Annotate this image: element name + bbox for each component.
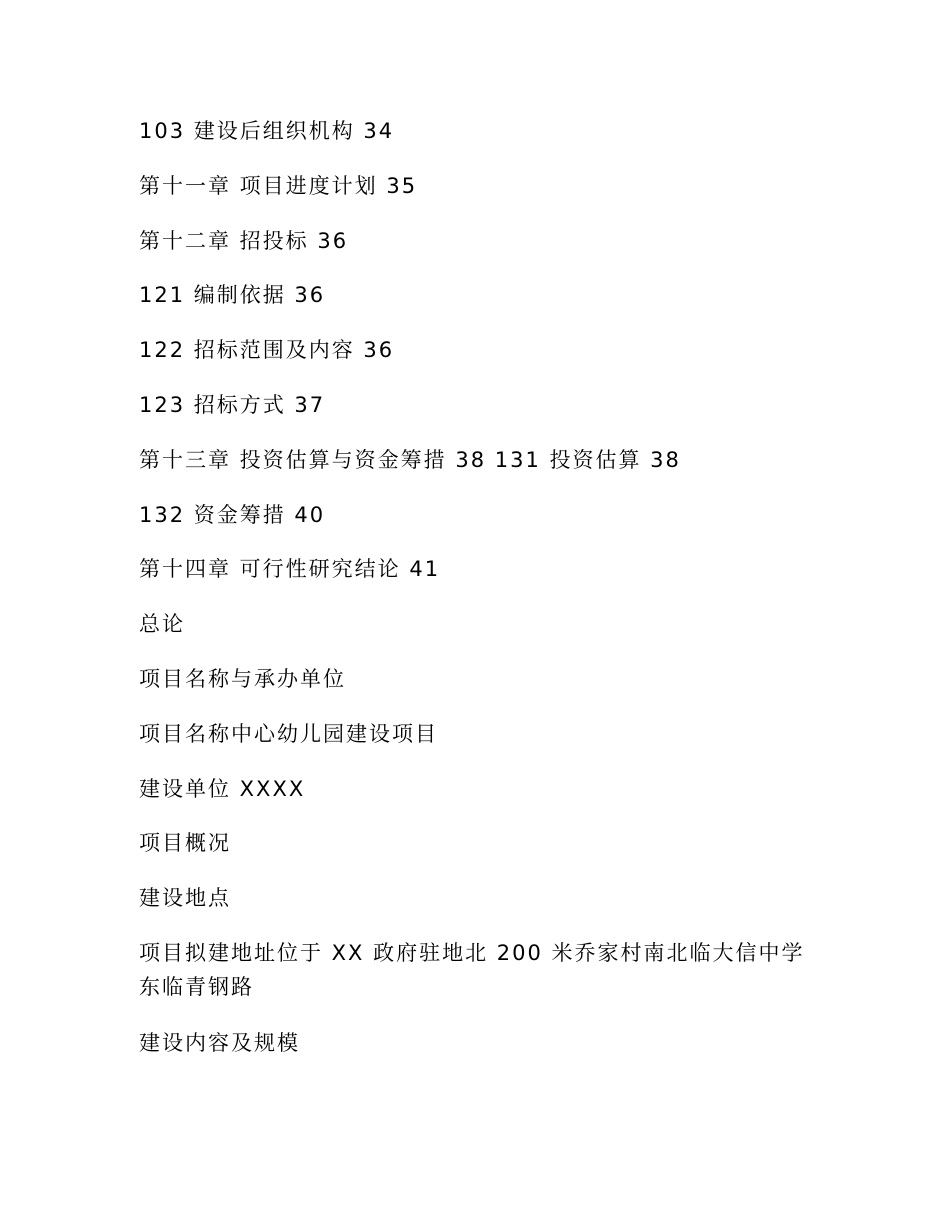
subheading-project-overview: 项目概况 [139, 831, 231, 856]
subheading-construction-site: 建设地点 [139, 886, 231, 911]
subheading-construction-content-scale: 建设内容及规模 [139, 1030, 300, 1055]
section-heading-overview: 总论 [139, 612, 185, 637]
toc-chapter-13: 第十三章 投资估算与资金筹措 38 131 投资估算 38 [139, 447, 681, 472]
paragraph-project-name: 项目名称中心幼儿园建设项目 [139, 721, 438, 746]
subheading-project-name-and-unit: 项目名称与承办单位 [139, 666, 346, 691]
toc-entry-10-3: 103 建设后组织机构 34 [139, 119, 395, 143]
toc-entry-13-2: 132 资金筹措 40 [139, 502, 326, 527]
toc-entry-12-3: 123 招标方式 37 [139, 392, 326, 417]
toc-entry-12-1: 121 编制依据 36 [139, 283, 326, 308]
toc-chapter-11: 第十一章 项目进度计划 35 [139, 173, 418, 198]
paragraph-site-address: 项目拟建地址位于 XX 政府驻地北 200 米乔家村南北临大信中学东临青钢路 [139, 940, 805, 999]
document-body [139, 114, 819, 1081]
paragraph-construction-unit: 建设单位 XXXX [139, 776, 306, 801]
toc-chapter-12: 第十二章 招投标 36 [139, 228, 349, 253]
toc-entry-12-2: 122 招标范围及内容 36 [139, 338, 395, 363]
toc-chapter-14: 第十四章 可行性研究结论 41 [139, 557, 441, 582]
